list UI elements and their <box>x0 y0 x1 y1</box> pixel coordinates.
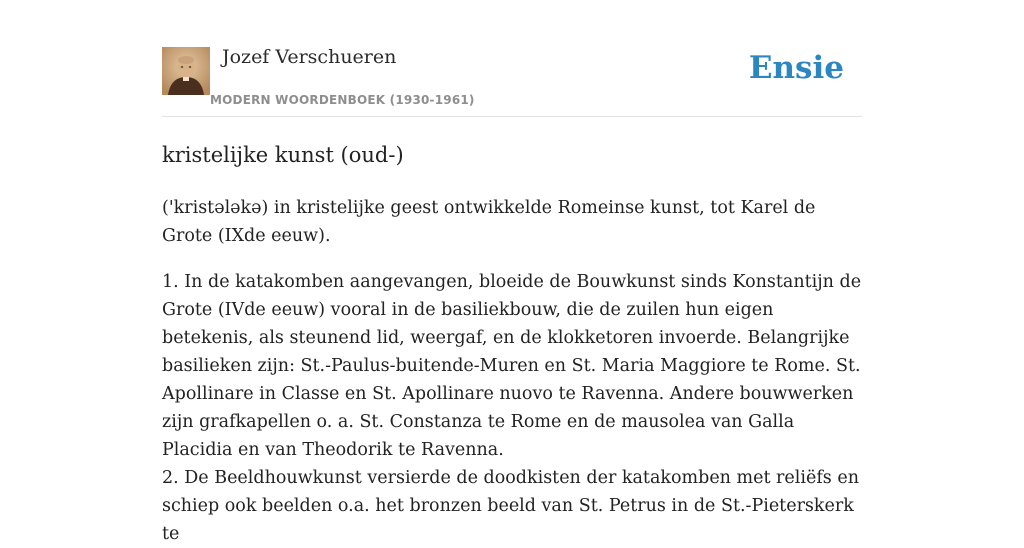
author-avatar[interactable] <box>162 47 210 95</box>
header <box>162 44 862 117</box>
entry-point-2: 2. De Beeldhouwkunst versierde de doodkisten der katakomben met reliëfs en schiep ook beelden o.a. het bronzen beeld van St. Petrus in de St.-Pieterskerk te <box>162 468 859 544</box>
entry-point-1: 1. In de katakomben aangevangen, bloeide de Bouwkunst sinds Konstantijn de Grote (IVde eeuw) vooral in de basiliekbouw, die de zuilen hun eigen betekenis, als steunend lid, weergaf, en de klokketoren invoerde. Belangrijke basilieken zijn: St.-Paulus-buitende-Muren en St. Maria Maggiore te Rome. St. Apollinare in Classe en St. Apollinare nuovo te Ravenna. Andere bouwwerken zijn grafkapellen o. a. St. Constanza te Rome en de mausolea van Galla Placidia en van Theodorik te Ravenna. <box>162 272 862 460</box>
source-label[interactable]: MODERN WOORDENBOEK (1930-1961) <box>210 93 475 107</box>
author-portrait-image <box>162 47 210 95</box>
author-name[interactable]: Jozef Verschueren <box>222 46 397 68</box>
entry-intro: ('kristələkə) in kristelijke geest ontwikkelde Romeinse kunst, tot Karel de Grote (IXde eeuw). <box>162 198 816 246</box>
ensie-logo[interactable]: Ensie <box>748 50 844 86</box>
entry-title: kristelijke kunst (oud-) <box>162 143 404 167</box>
entry-content <box>162 140 862 548</box>
